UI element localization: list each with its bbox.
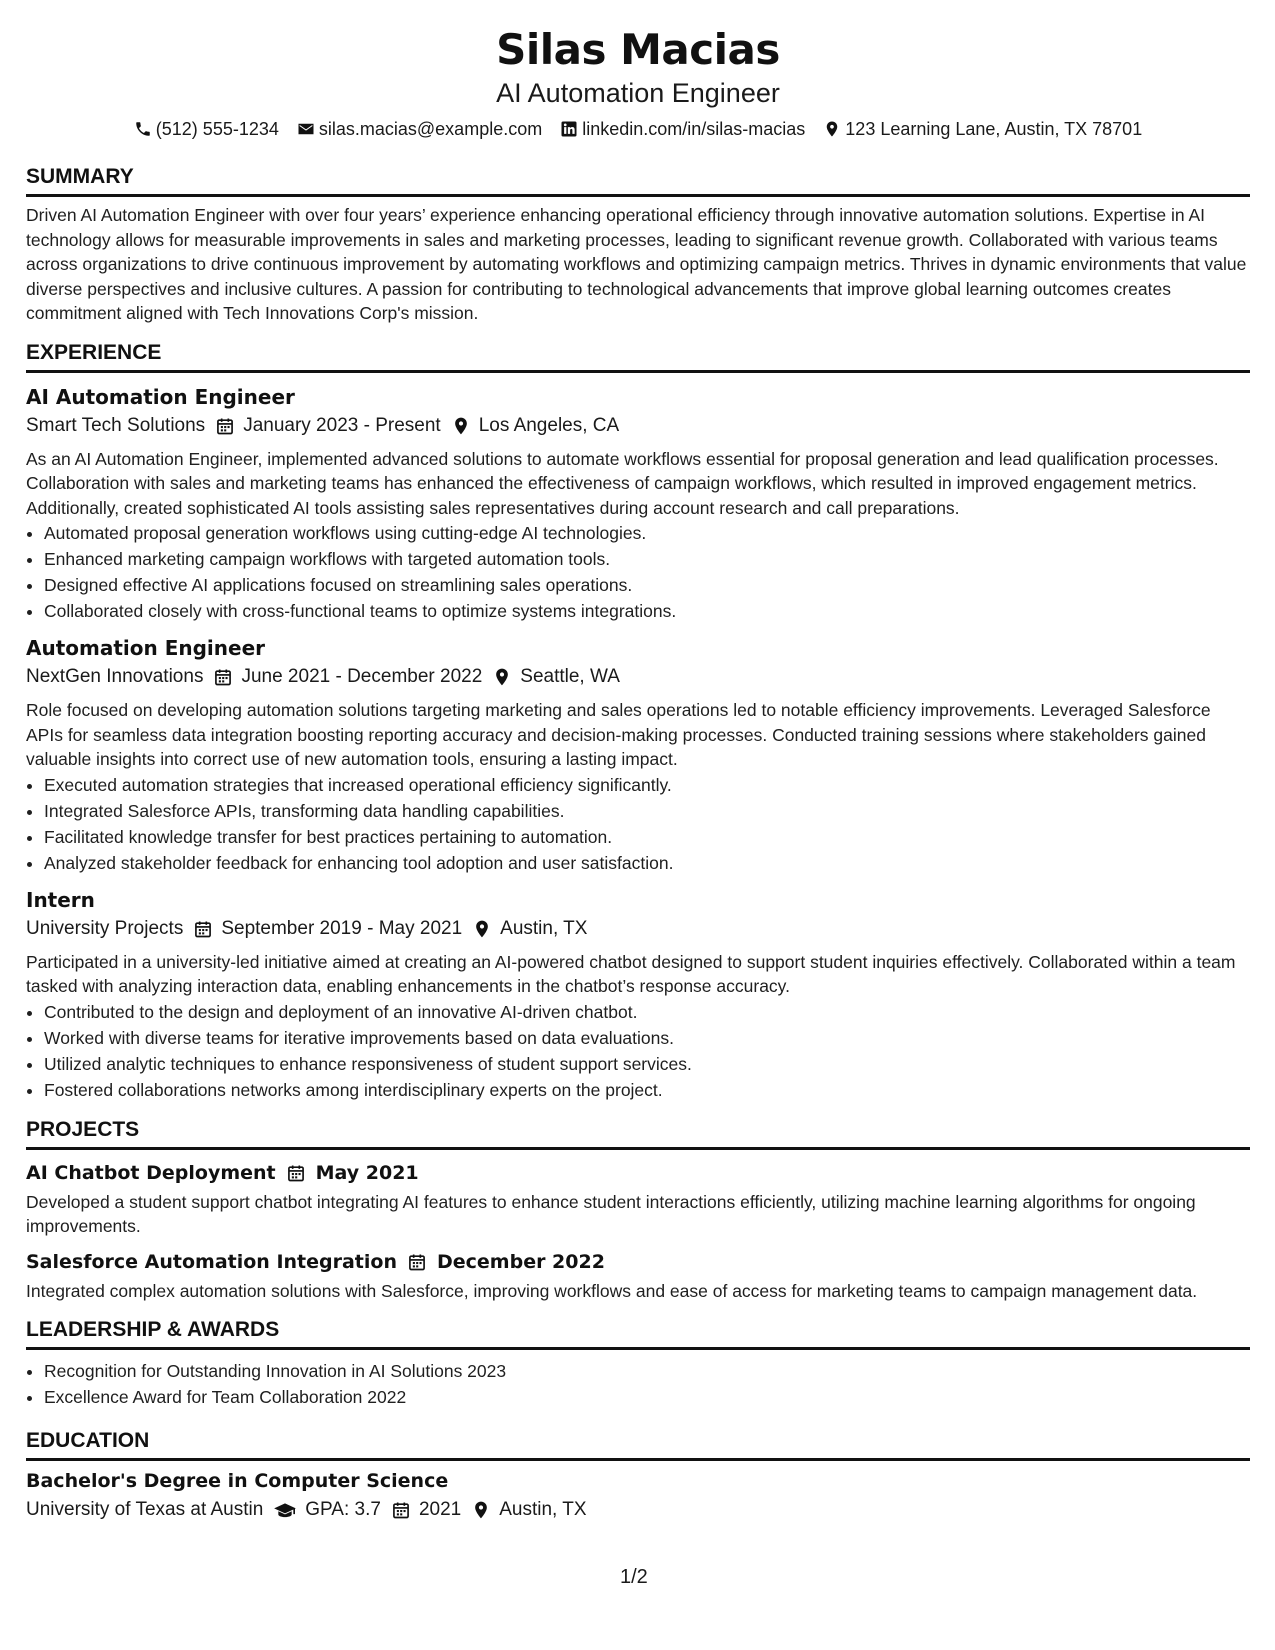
job-location: Seattle, WA bbox=[520, 666, 620, 687]
job-location: Los Angeles, CA bbox=[478, 414, 620, 436]
job-bullets bbox=[26, 999, 1250, 1103]
map-pin-icon bbox=[492, 667, 512, 687]
calendar-icon bbox=[213, 667, 233, 687]
project-title: AI Chatbot Deployment bbox=[26, 1161, 276, 1184]
list-item: • Integrated Salesforce APIs, transforming data handling capabilities. bbox=[44, 798, 1250, 824]
resume-header bbox=[26, 0, 1250, 142]
awards-section bbox=[26, 1317, 1250, 1410]
experience-section bbox=[26, 340, 1250, 1103]
list-item: • Analyzed stakeholder feedback for enhancing tool adoption and user satisfaction. bbox=[44, 850, 1250, 876]
contact-email[interactable] bbox=[297, 116, 542, 142]
summary-section bbox=[26, 164, 1250, 326]
projects-heading: PROJECTS bbox=[26, 1117, 1250, 1150]
summary-text: Driven AI Automation Engineer with over four years’ experience enhancing operational efficiency through innovative automation solutions. Expertise in AI technology allows for measurable improvements in sales and marketing processes, leading to significant revenue growth. Collaborated with various teams across organizations to drive continuous improvement by automating workflows and optimizing campaign metrics. Thrives in dynamic environments that value diverse perspectives and inclusive cultures. A passion for contributing to technological advancements that improve global learning outcomes creates commitment aligned with Tech Innovations Corp's mission. bbox=[26, 205, 1247, 323]
map-pin-icon bbox=[471, 1500, 491, 1520]
map-pin-icon bbox=[451, 416, 471, 436]
job-bullets bbox=[26, 772, 1250, 876]
job-title: Intern bbox=[26, 887, 95, 912]
projects-section bbox=[26, 1117, 1250, 1304]
address-text: 123 Learning Lane, Austin, TX 78701 bbox=[845, 119, 1143, 139]
list-item: • Designed effective AI applications focused on streamlining sales operations. bbox=[44, 572, 1250, 598]
job-description: Participated in a university-led initiative aimed at creating an AI-powered chatbot designed to support student inquiries effectively. Collaborated within a team tasked with analyzing interaction data, enabling enhancements in the chatbot’s response accuracy. bbox=[26, 951, 1236, 996]
list-item: • Worked with diverse teams for iterative improvements based on data evaluations. bbox=[44, 1025, 1250, 1051]
page-number: 1/2 bbox=[620, 1566, 648, 1588]
linkedin-link[interactable]: linkedin.com/in/silas-macias bbox=[582, 119, 806, 139]
job-dates: June 2021 - December 2022 bbox=[241, 666, 483, 687]
job-description: As an AI Automation Engineer, implemented advanced solutions to automate workflows essential for proposal generation and lead qualification processes. Collaboration with sales and marketing teams has enhanced the effectiveness of campaign workflows, which resulted in improved engagement metrics. Additionally, created sophisticated AI tools assisting sales representatives during account research and call preparations. bbox=[26, 448, 1219, 518]
graduation-cap-icon bbox=[273, 1500, 297, 1520]
project-title: Salesforce Automation Integration bbox=[26, 1250, 397, 1273]
job-meta bbox=[26, 411, 1250, 441]
job-dates: September 2019 - May 2021 bbox=[221, 917, 463, 939]
job-description: Role focused on developing automation solutions targeting marketing and sales operations led to notable efficiency improvements. Leveraged Salesforce APIs for seamless data integration boosting reporting accuracy and decision-making processes. Conducted training sessions where stakeholders gained valuable insights into correct use of new automation tools, ensuring a lasting impact. bbox=[26, 700, 1211, 769]
job-company: NextGen Innovations bbox=[26, 666, 204, 687]
project-date: December 2022 bbox=[436, 1250, 605, 1273]
calendar-icon bbox=[407, 1252, 427, 1272]
gpa-value: GPA: 3.7 bbox=[305, 1499, 381, 1520]
contact-address bbox=[823, 116, 1142, 142]
calendar-icon bbox=[215, 416, 235, 436]
calendar-icon bbox=[193, 919, 213, 939]
list-item: • Fostered collaborations networks among interdisciplinary experts on the project. bbox=[44, 1077, 1250, 1103]
project-header bbox=[26, 1247, 1250, 1277]
project-description: Developed a student support chatbot integrating AI features to enhance student interactions efficiently, utilizing machine learning algorithms for ongoing improvements. bbox=[26, 1191, 1196, 1236]
school-name: University of Texas at Austin bbox=[26, 1499, 264, 1520]
job-entry bbox=[26, 886, 1250, 1103]
school-location: Austin, TX bbox=[499, 1499, 587, 1520]
project-description: Integrated complex automation solutions with Salesforce, improving workflows and ease of access for marketing teams to campaign management data. bbox=[26, 1280, 1198, 1301]
calendar-icon bbox=[391, 1500, 411, 1520]
envelope-icon bbox=[297, 120, 315, 138]
list-item: • Recognition for Outstanding Innovation in AI Solutions 2023 bbox=[44, 1358, 1250, 1384]
job-company: Smart Tech Solutions bbox=[26, 414, 206, 436]
job-dates: January 2023 - Present bbox=[243, 414, 441, 436]
list-item: • Enhanced marketing campaign workflows with targeted automation tools. bbox=[44, 546, 1250, 572]
map-pin-icon bbox=[472, 919, 492, 939]
project-entry bbox=[26, 1247, 1250, 1304]
awards-list bbox=[26, 1358, 1250, 1410]
resume-page bbox=[26, 0, 1250, 1525]
education-section bbox=[26, 1428, 1250, 1525]
phone-icon bbox=[134, 120, 152, 138]
list-item: • Automated proposal generation workflows using cutting-edge AI technologies. bbox=[44, 520, 1250, 546]
degree-title: Bachelor's Degree in Computer Science bbox=[26, 1470, 449, 1492]
list-item: • Utilized analytic techniques to enhance responsiveness of student support services. bbox=[44, 1051, 1250, 1077]
job-meta bbox=[26, 662, 1250, 692]
graduation-year: 2021 bbox=[418, 1499, 462, 1520]
job-bullets bbox=[26, 520, 1250, 624]
list-item: • Facilitated knowledge transfer for best practices pertaining to automation. bbox=[44, 824, 1250, 850]
job-meta bbox=[26, 914, 1250, 944]
candidate-name: Silas Macias bbox=[496, 25, 780, 74]
education-meta bbox=[26, 1495, 1250, 1525]
job-title: Automation Engineer bbox=[26, 636, 266, 660]
project-header bbox=[26, 1158, 1250, 1188]
contact-bar bbox=[26, 116, 1250, 142]
candidate-title: AI Automation Engineer bbox=[496, 78, 780, 108]
list-item: • Contributed to the design and deployment of an innovative AI-driven chatbot. bbox=[44, 999, 1250, 1025]
job-entry bbox=[26, 634, 1250, 876]
job-title: AI Automation Engineer bbox=[26, 384, 295, 409]
job-company: University Projects bbox=[26, 917, 184, 939]
job-location: Austin, TX bbox=[500, 917, 588, 939]
contact-phone bbox=[134, 116, 279, 142]
phone-text: (512) 555-1234 bbox=[155, 119, 279, 139]
education-heading: EDUCATION bbox=[26, 1428, 1250, 1461]
experience-heading: EXPERIENCE bbox=[26, 340, 1250, 373]
linkedin-icon bbox=[560, 120, 578, 138]
project-entry bbox=[26, 1158, 1250, 1239]
calendar-icon bbox=[286, 1163, 306, 1183]
map-pin-icon bbox=[823, 120, 841, 138]
project-date: May 2021 bbox=[315, 1161, 419, 1184]
contact-linkedin[interactable] bbox=[560, 116, 805, 142]
list-item: • Collaborated closely with cross-functional teams to optimize systems integrations. bbox=[44, 598, 1250, 624]
awards-heading: LEADERSHIP & AWARDS bbox=[26, 1317, 1250, 1350]
list-item: • Excellence Award for Team Collaboration 2022 bbox=[44, 1384, 1250, 1410]
email-link[interactable]: silas.macias@example.com bbox=[318, 119, 543, 139]
summary-heading: SUMMARY bbox=[26, 164, 1250, 197]
list-item: • Executed automation strategies that increased operational efficiency significantly. bbox=[44, 772, 1250, 798]
job-entry bbox=[26, 383, 1250, 625]
